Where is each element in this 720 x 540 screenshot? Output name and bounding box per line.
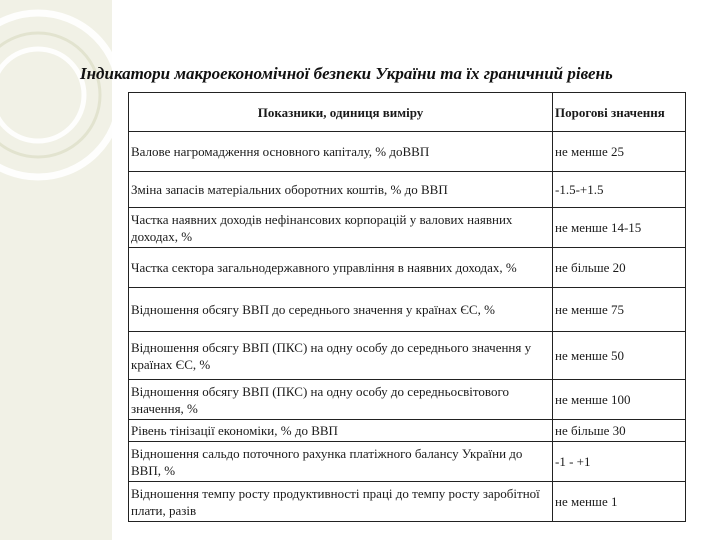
indicator-cell: Рівень тінізації економіки, % до ВВП [129,420,553,442]
threshold-cell: не більше 30 [553,420,686,442]
table-row [129,442,686,482]
page-title: Індикатори макроекономічної безпеки України та їх граничний рівень [80,64,613,83]
indicator-cell: Відношення темпу росту продуктивності праці до темпу росту заробітної плати, разів [129,482,553,522]
indicator-cell: Зміна запасів матеріальних оборотних коштів, % до ВВП [129,172,553,208]
threshold-cell: -1.5-+1.5 [553,172,686,208]
threshold-cell: не менше 14-15 [553,208,686,248]
indicators-table [128,92,686,522]
threshold-cell: -1 - +1 [553,442,686,482]
table-row [129,248,686,288]
threshold-cell: не менше 75 [553,288,686,332]
header-threshold: Порогові значення [553,93,686,132]
table-row [129,132,686,172]
table-row [129,208,686,248]
decorative-ring-small [0,49,84,141]
table-row [129,482,686,522]
indicator-cell: Валове нагромадження основного капіталу, % доВВП [129,132,553,172]
indicator-cell: Відношення обсягу ВВП (ПКС) на одну особу до середньосвітового значення, % [129,380,553,420]
table-row [129,332,686,380]
table-row [129,380,686,420]
table-row [129,420,686,442]
header-indicator: Показники, одиниця виміру [129,93,553,132]
indicator-cell: Відношення обсягу ВВП до середнього значення у країнах ЄС, % [129,288,553,332]
threshold-cell: не більше 20 [553,248,686,288]
threshold-cell: не менше 25 [553,132,686,172]
threshold-cell: не менше 1 [553,482,686,522]
threshold-cell: не менше 50 [553,332,686,380]
table-row [129,288,686,332]
table-row [129,172,686,208]
threshold-cell: не менше 100 [553,380,686,420]
indicator-cell: Відношення сальдо поточного рахунка платіжного балансу України до ВВП, % [129,442,553,482]
indicator-cell: Відношення обсягу ВВП (ПКС) на одну особу до середнього значення у країнах ЄС, % [129,332,553,380]
indicator-cell: Частка сектора загальнодержавного управління в наявних доходах, % [129,248,553,288]
indicator-cell: Частка наявних доходів нефінансових корпорацій у валових наявних доходах, % [129,208,553,248]
table-header-row [129,93,686,132]
